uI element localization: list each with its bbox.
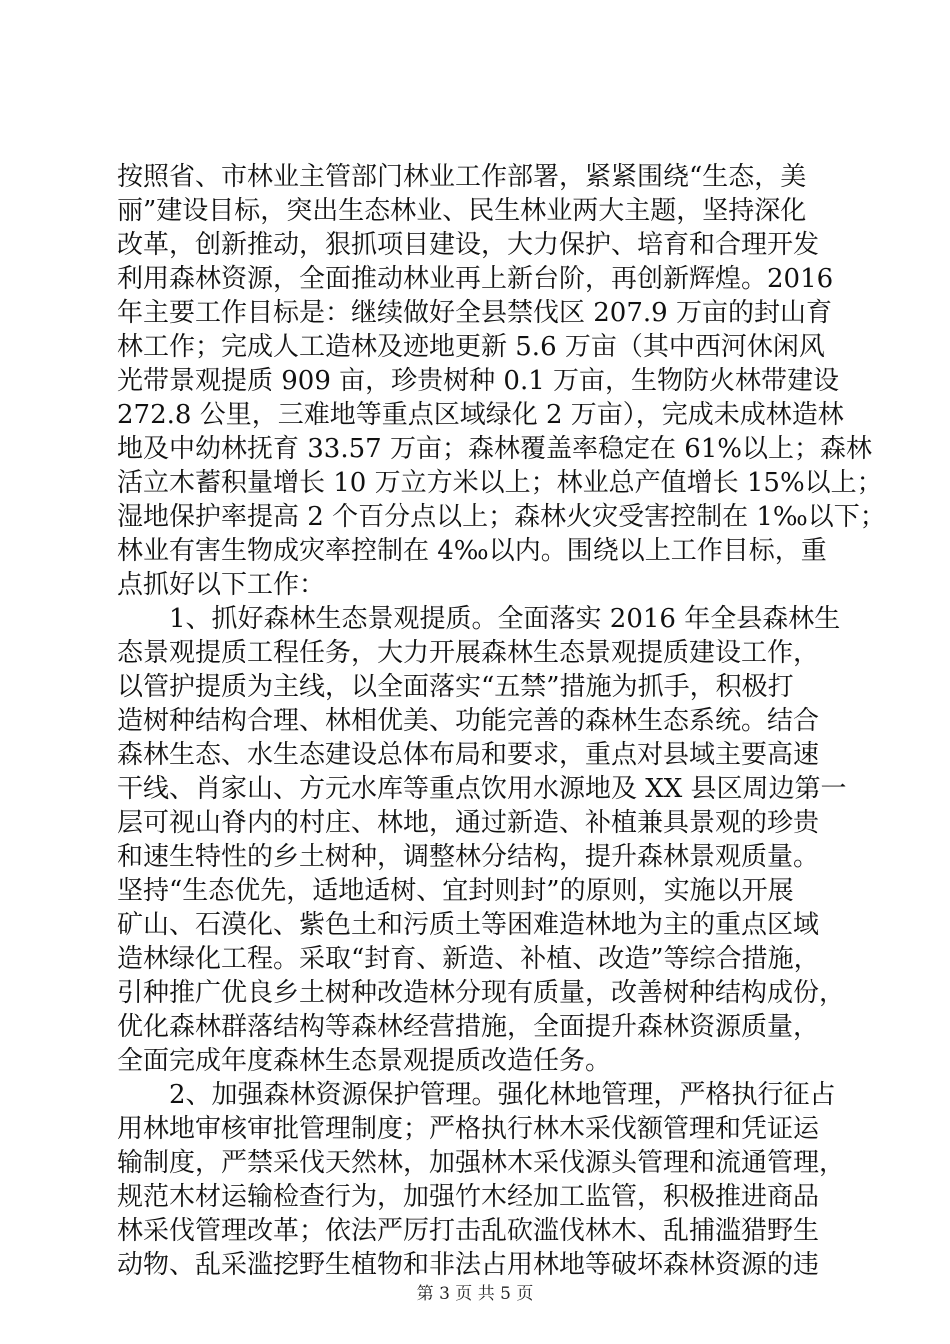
text-line: 林采伐管理改革；依法严厉打击乱砍滥伐林木、乱捕滥猎野生: [117, 1216, 820, 1246]
text-line: 优化森林群落结构等森林经营措施，全面提升森林资源质量，: [117, 1012, 820, 1042]
text-line: 活立木蓄积量增长 10 万立方米以上；林业总产值增长 15%以上；: [117, 468, 883, 498]
text-line: 年主要工作目标是：继续做好全县禁伐区 207.9 万亩的封山育: [117, 298, 832, 328]
text-line: 引种推广优良乡土树种改造林分现有质量，改善树种结构成份，: [117, 978, 846, 1008]
text-line: 规范木材运输检查行为，加强竹木经加工监管，积极推进商品: [117, 1182, 820, 1212]
text-line: 全面完成年度森林生态景观提质改造任务。: [117, 1046, 612, 1076]
text-line: 层可视山脊内的村庄、林地，通过新造、补植兼具景观的珍贵: [117, 808, 820, 838]
text-line: 干线、肖家山、方元水库等重点饮用水源地及 XX 县区周边第一: [117, 774, 847, 804]
paragraph-1-first-line: 1、抓好森林生态景观提质。全面落实 2016 年全县森林生: [117, 604, 841, 634]
text-line: 造林绿化工程。采取“封育、新造、补植、改造”等综合措施，: [117, 944, 820, 974]
document-body: [117, 160, 886, 1282]
text-line: 以管护提质为主线，以全面落实“五禁”措施为抓手，积极打: [117, 672, 794, 702]
text-line: 改革，创新推动，狠抓项目建设，大力保护、培育和合理开发: [117, 230, 820, 260]
page-number-footer: 第 3 页 共 5 页: [416, 1284, 534, 1304]
text-line: 输制度，严禁采伐天然林，加强林木采伐源头管理和流通管理，: [117, 1148, 846, 1178]
text-line: 动物、乱采滥挖野生植物和非法占用林地等破坏森林资源的违: [117, 1250, 820, 1280]
text-line: 矿山、石漠化、紫色土和污质土等困难造林地为主的重点区域: [117, 910, 820, 940]
text-line: 光带景观提质 909 亩，珍贵树种 0.1 万亩，生物防火林带建设: [117, 366, 840, 396]
text-line: 和速生特性的乡土树种，调整林分结构，提升森林景观质量。: [117, 842, 820, 872]
text-line: 用林地审核审批管理制度；严格执行林木采伐额管理和凭证运: [117, 1114, 820, 1144]
text-line: 森林生态、水生态建设总体布局和要求，重点对县域主要高速: [117, 740, 820, 770]
text-line: 272.8 公里，三难地等重点区域绿化 2 万亩），完成未成林造林: [117, 400, 844, 430]
text-line: 丽”建设目标，突出生态林业、民生林业两大主题，坚持深化: [117, 196, 807, 226]
text-line: 态景观提质工程任务，大力开展森林生态景观提质建设工作，: [117, 638, 820, 668]
text-line: 利用森林资源，全面推动林业再上新台阶，再创新辉煌。2016: [117, 264, 834, 294]
text-line: 按照省、市林业主管部门林业工作部署，紧紧围绕“生态，美: [117, 162, 807, 192]
text-line: 点抓好以下工作：: [117, 570, 326, 600]
text-line: 坚持“生态优先，适地适树、宜封则封”的原则，实施以开展: [117, 876, 794, 906]
text-line: 地及中幼林抚育 33.57 万亩；森林覆盖率稳定在 61%以上；森林: [117, 434, 873, 464]
text-line: 林工作；完成人工造林及迹地更新 5.6 万亩（其中西河休闲风: [117, 332, 825, 362]
text-line: 湿地保护率提高 2 个百分点以上；森林火灾受害控制在 1‰以下；: [117, 502, 886, 532]
paragraph-2-first-line: 2、加强森林资源保护管理。强化林地管理，严格执行征占: [117, 1080, 836, 1110]
text-line: 造树种结构合理、林相优美、功能完善的森林生态系统。结合: [117, 706, 820, 736]
text-line: 林业有害生物成灾率控制在 4‰以内。围绕以上工作目标，重: [117, 536, 827, 566]
